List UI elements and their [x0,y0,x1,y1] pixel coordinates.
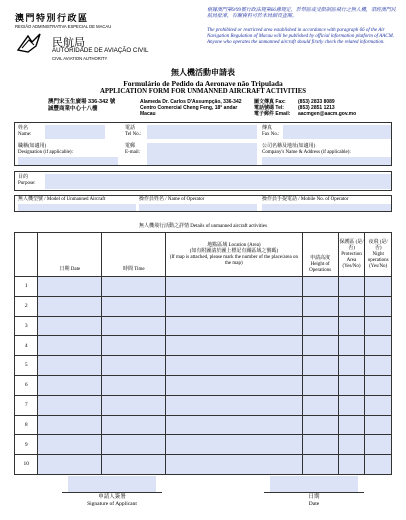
cell-protection[interactable] [338,316,365,336]
authority-name-en: CIVIL AVIATION AUTHORITY [52,56,108,61]
table-row [15,455,392,475]
authority-name-zh: 民航局 [52,37,85,49]
aircraft-block [14,195,392,212]
cell-time[interactable] [102,336,166,356]
gov-name-zh: 澳門特別行政區 [15,13,89,23]
col-location-header: 地點區域 Location (Area) (如有附圖請於圖上標記有關區域之號碼) (If map is attached, please mark the number of the place/area on the map) [166,233,302,277]
signature-label: 申請人簽署 Signature of Applicant [62,492,162,507]
cell-protection[interactable] [338,375,365,395]
company-field[interactable] [262,157,391,165]
row-number: 3 [15,316,38,336]
purpose-block [14,171,392,191]
cell-time[interactable] [102,375,166,395]
table-row [15,277,392,297]
model-field[interactable] [18,204,136,211]
col-night-header: 夜飛 (是/否) Night operations (Yes/No) [365,233,392,277]
fax-field[interactable] [283,125,391,139]
cell-location[interactable] [166,395,302,415]
cell-date[interactable] [38,435,102,455]
row-number: 4 [15,336,38,356]
cell-night[interactable] [365,375,392,395]
activities-table [14,232,392,475]
cell-height[interactable] [302,316,338,336]
cell-night[interactable] [365,356,392,376]
cell-date[interactable] [38,375,102,395]
operator-field[interactable] [139,204,257,211]
cell-time[interactable] [102,455,166,475]
cell-protection[interactable] [338,395,365,415]
company-label: 公司名稱及地址(如適用) Company's Name & Address (if applicable): [262,144,351,155]
operator-label: 操作員姓名 / Name of Operator [139,197,205,202]
fax-label: 傳真 Fax No.: [262,126,280,137]
cell-location[interactable] [166,415,302,435]
row-number: 10 [15,455,38,475]
cell-height[interactable] [302,375,338,395]
table-row [15,336,392,356]
row-number: 2 [15,296,38,316]
header [0,0,406,66]
row-number: 1 [15,277,38,297]
name-field[interactable] [45,125,105,139]
cell-height[interactable] [302,277,338,297]
gov-name-pt: REGIÃO ADMINISTRATIVA ESPECIAL DE MACAU [15,24,112,29]
table-row [15,395,392,415]
cell-night[interactable] [365,455,392,475]
contact-info: 圖文傳真 Fax: (853) 2833 8089 電話號碼 Tel: (853) 2851 1213 電子郵件 Email: aacmgen@aacm.gov.mo [254,99,357,117]
cell-time[interactable] [102,316,166,336]
cell-location[interactable] [166,336,302,356]
table-row [15,435,392,455]
cell-time[interactable] [102,395,166,415]
cell-location[interactable] [166,296,302,316]
cell-time[interactable] [102,435,166,455]
cell-time[interactable] [102,356,166,376]
activities-title: 無人機飛行活動之詳情 Details of unmanned aircraft activities [139,224,267,229]
cell-time[interactable] [102,277,166,297]
cell-protection[interactable] [338,415,365,435]
cell-time[interactable] [102,415,166,435]
cell-protection[interactable] [338,455,365,475]
address-zh: 澳門宋玉生廣場 336-342 號 誠豐商業中心十八樓 [48,99,116,112]
cell-night[interactable] [365,435,392,455]
table-row [15,356,392,376]
name-label: 姓名 Name: [18,126,32,137]
col-time-header: 時間 Time [102,233,166,277]
cell-location[interactable] [166,375,302,395]
cell-height[interactable] [302,356,338,376]
cell-night[interactable] [365,395,392,415]
cell-date[interactable] [38,395,102,415]
cell-protection[interactable] [338,277,365,297]
tel-field[interactable] [147,125,257,139]
email-label: 電郵 E-mail: [125,144,140,155]
applicant-block [14,122,392,166]
mobile-field[interactable] [262,204,391,211]
cell-height[interactable] [302,395,338,415]
title-pt: Formulário de Pedido da Aeronave não Tripulada [123,79,283,88]
cell-location[interactable] [166,316,302,336]
cell-night[interactable] [365,296,392,316]
purpose-label: 目的 Purpose: [18,175,36,186]
date-label: 日期 Date [264,492,364,507]
cell-date[interactable] [38,277,102,297]
cell-location[interactable] [166,435,302,455]
mobile-label: 操作員手提電話 / Mobile No. of Operator [262,197,349,202]
cell-protection[interactable] [338,336,365,356]
cell-height[interactable] [302,455,338,475]
col-height-header: 申請高度 Height of Operations [302,233,338,277]
form-title [0,67,406,95]
row-number: 7 [15,395,38,415]
signature-field[interactable] [68,476,156,492]
cell-location[interactable] [166,356,302,376]
aacm-logo-icon [16,32,42,56]
cell-height[interactable] [302,415,338,435]
cell-night[interactable] [365,277,392,297]
authority-name-pt: AUTORIDADE DE AVIAÇÃO CIVIL [52,47,149,54]
cell-night[interactable] [365,336,392,356]
purpose-field[interactable] [45,174,391,189]
title-en: APPLICATION FORM FOR UNMANNED AIRCRAFT ACTIVITIES [99,88,307,95]
notice-en: The prohibited or restricted area established in accordance with paragraph 66 of the Air Navigation Regulation of Macau will be published by official information platform of AACM. Anyone who operates the unmanned aircraft should firstly check the related information. [207,28,394,45]
col-date-header: 日期 Date [38,233,102,277]
cell-location[interactable] [166,455,302,475]
cell-date[interactable] [38,296,102,316]
row-number: 6 [15,375,38,395]
table-row [15,316,392,336]
cell-location[interactable] [166,277,302,297]
model-label: 無人機型號 / Model of Unmanned Aircraft [18,197,106,202]
cell-night[interactable] [365,316,392,336]
row-number: 8 [15,415,38,435]
date-field[interactable] [270,476,358,492]
table-row [15,415,392,435]
title-zh: 無人機活動申請表 [171,68,235,77]
designation-field[interactable] [18,157,118,165]
cell-time[interactable] [102,296,166,316]
cell-protection[interactable] [338,356,365,376]
cell-protection[interactable] [338,435,365,455]
email-field[interactable] [147,143,257,165]
cell-height[interactable] [302,435,338,455]
designation-label: 職稱(如適用) Designation (if applicable): [18,144,73,155]
activity-rows [15,277,392,475]
cell-night[interactable] [365,415,392,435]
table-header-row [15,233,392,277]
cell-date[interactable] [38,336,102,356]
address-pt: Alameda Dr. Carlos D'Assumpção, 336-342 Centro Comercial Cheng Feng, 18° andar Macau [140,99,242,117]
cell-date[interactable] [38,356,102,376]
cell-height[interactable] [302,296,338,316]
notice-zh: 根據澳門第9/99號行政法規第66條規定，於禁區或受限制區飛行之無人機，須經澳門民航局批准，有關資料可於本局網頁查閱。 [207,8,396,19]
cell-height[interactable] [302,336,338,356]
row-number: 5 [15,356,38,376]
cell-date[interactable] [38,415,102,435]
cell-date[interactable] [38,455,102,475]
table-row [15,296,392,316]
cell-date[interactable] [38,316,102,336]
col-protection-header: 保護區 (是/否) Protection Area (Yes/No) [338,233,365,277]
row-number: 9 [15,435,38,455]
tel-label: 電話 Tel No.: [125,126,142,137]
table-row [15,375,392,395]
cell-protection[interactable] [338,296,365,316]
